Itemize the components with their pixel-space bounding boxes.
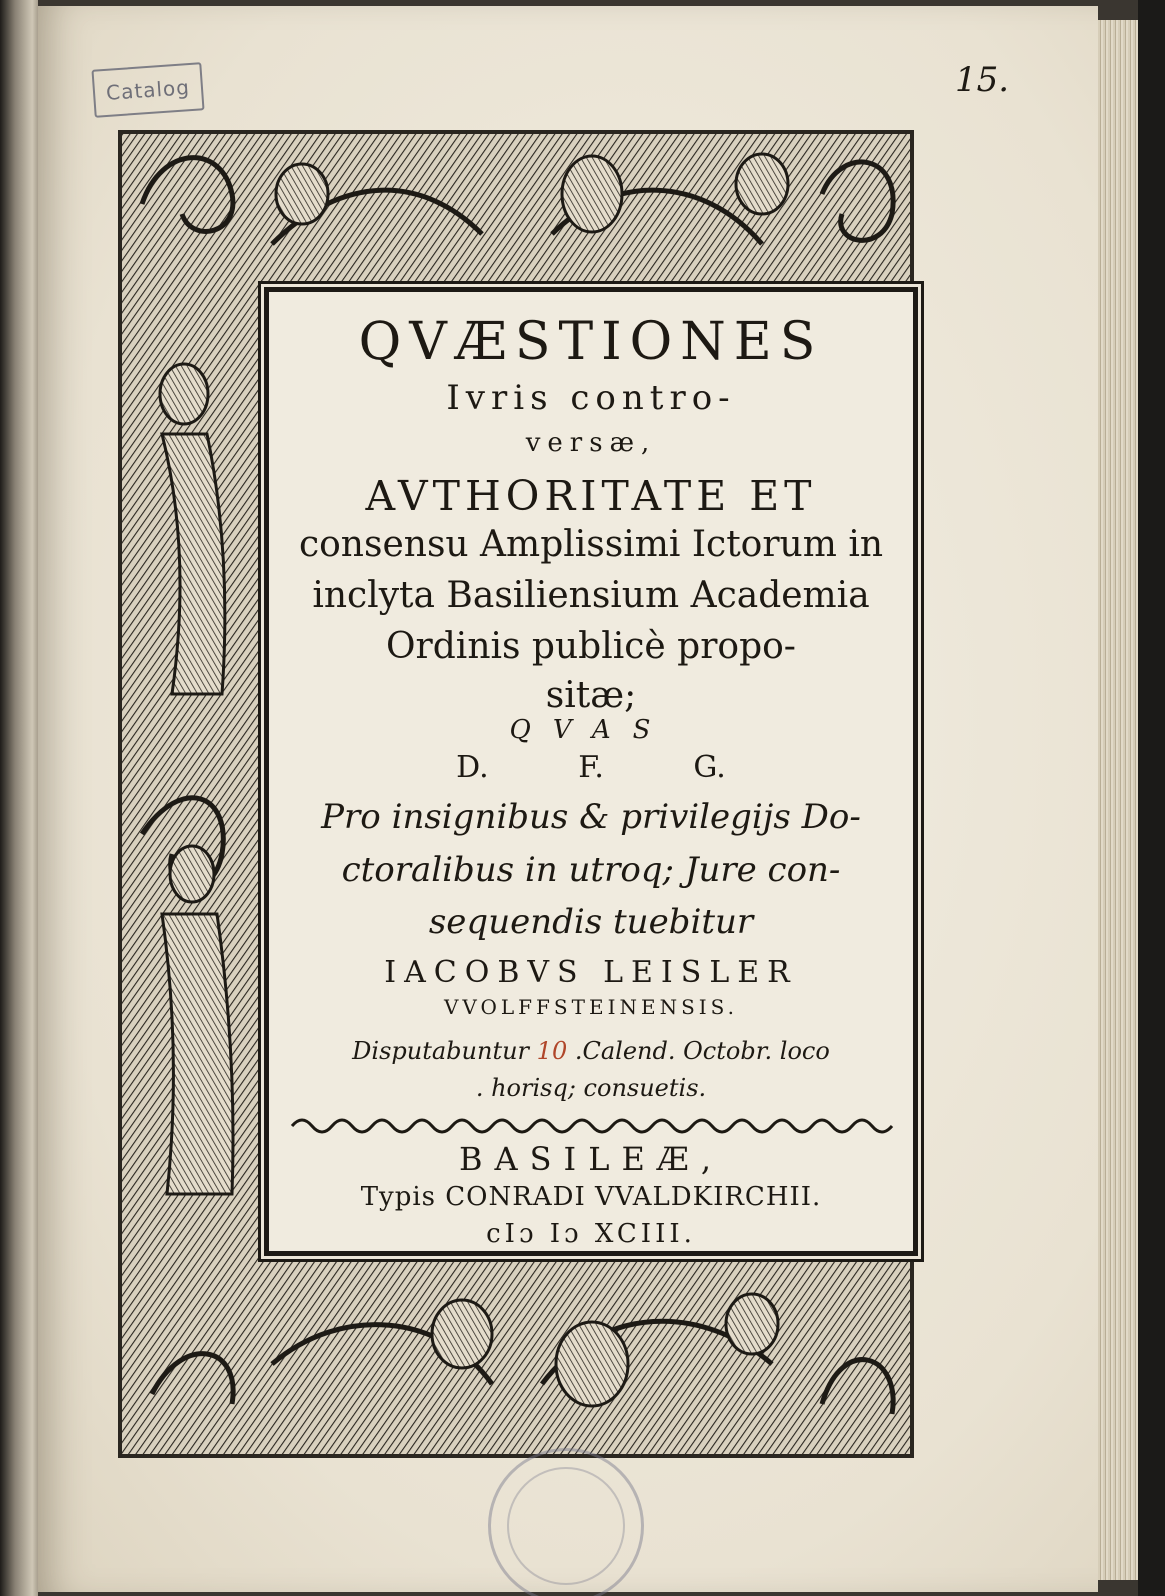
disputation-line-2: . horisq; consuetis. <box>475 1074 707 1102</box>
fleuron-rule <box>287 1115 897 1137</box>
folio-number: 15. <box>955 60 1010 100</box>
authority-line: AVTHORITATE ET <box>365 472 817 520</box>
title-text-panel <box>264 287 918 1256</box>
initials-line: D. F. G. <box>456 750 726 785</box>
disputation-before: Disputabuntur <box>352 1037 530 1065</box>
left-page-edge <box>0 0 38 1596</box>
roman-line-4: sitæ; <box>545 675 637 716</box>
catalog-stamp: Catalog <box>91 62 204 118</box>
library-stamp <box>488 1448 644 1596</box>
roman-line-2: inclyta Basiliensium Academia <box>312 575 870 616</box>
roman-line-3: Ordinis publicè propo- <box>386 626 796 667</box>
italic-line-2: ctoralibus in utroq; Jure con- <box>341 850 841 890</box>
author-origin: VVOLFFSTEINENSIS. <box>443 995 739 1019</box>
disputation-line-1 <box>269 1037 913 1065</box>
roman-line-1: consensu Amplissimi Ictorum in <box>298 524 884 565</box>
imprint-printer: Typis CONRADI VVALDKIRCHII. <box>360 1182 822 1212</box>
author-name: IACOBVS LEISLER <box>384 955 798 990</box>
italic-line-3: sequendis tuebitur <box>428 902 754 942</box>
imprint-place: BASILEÆ, <box>459 1140 723 1178</box>
italic-line-1: Pro insignibus & privilegijs Do- <box>321 797 861 837</box>
subtitle-line-2: versæ, <box>525 428 657 458</box>
disputation-day: 10 <box>536 1037 568 1065</box>
work-title: QVÆSTIONES <box>358 312 824 372</box>
subtitle-line-1: Ivris contro- <box>446 378 736 418</box>
quas-line: QVAS <box>509 715 673 745</box>
page-edges <box>1098 20 1138 1580</box>
disputation-after: .Calend. Octobr. loco <box>574 1037 830 1065</box>
scan-background <box>1138 0 1165 1596</box>
imprint-year: cIɔ Iɔ XCIII. <box>486 1219 696 1249</box>
